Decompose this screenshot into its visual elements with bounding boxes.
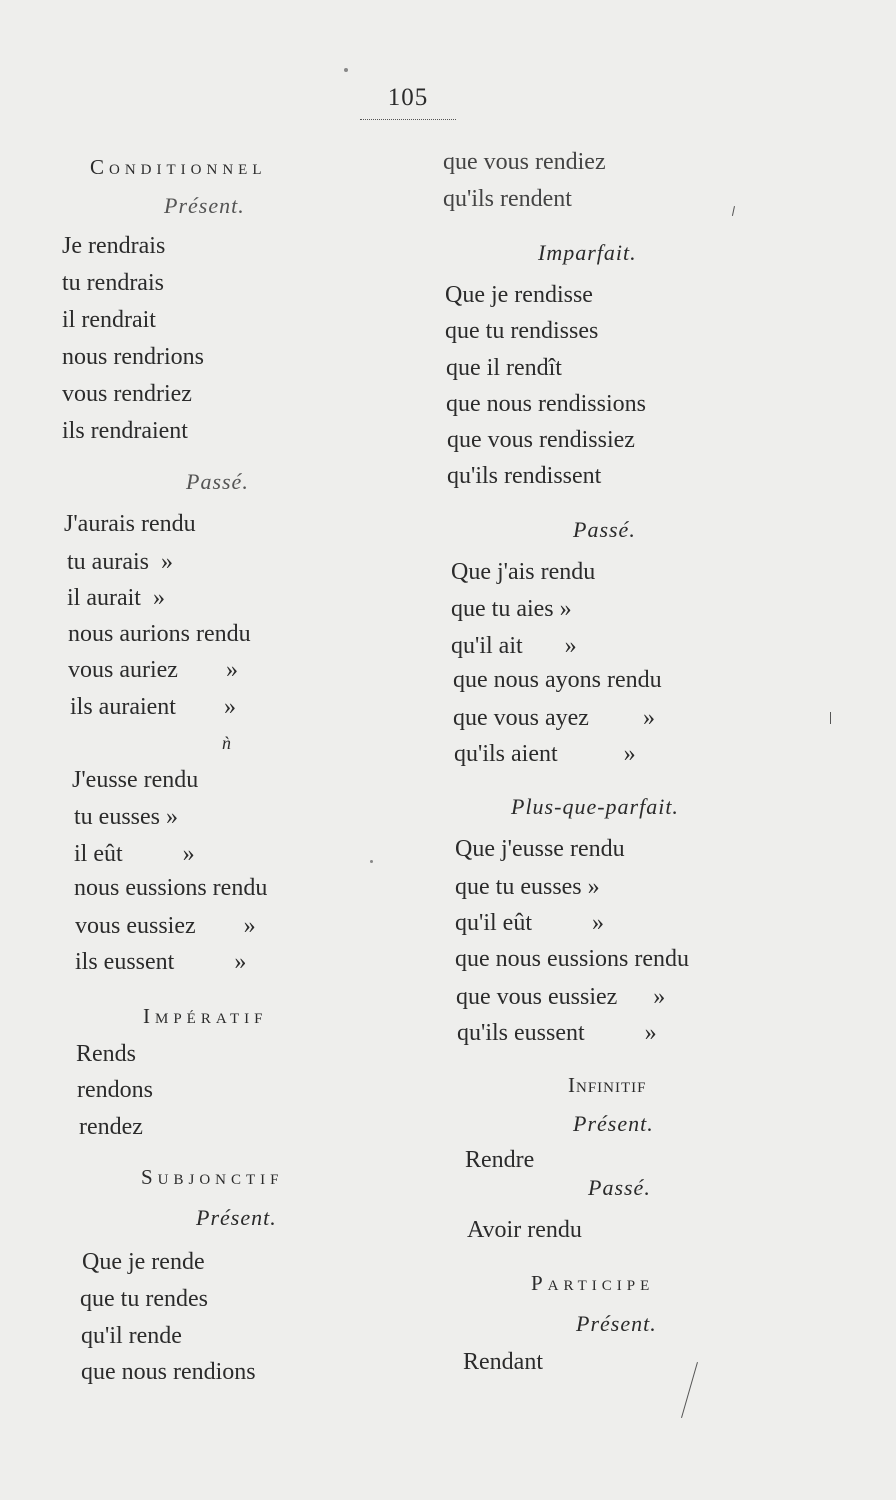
page-speck	[344, 68, 348, 72]
conjugation-line: il rendrait	[62, 307, 156, 333]
conjugation-line: J'aurais rendu	[64, 511, 196, 537]
conjugation-line: que il rendît	[446, 355, 562, 381]
conjugation-line: que tu eusses »	[455, 874, 600, 900]
conjugation-line: qu'ils rendent	[443, 186, 572, 212]
participe-present-label: Présent.	[576, 1311, 657, 1336]
conjugation-line: qu'ils aient »	[454, 741, 636, 767]
conjugation-line: nous eussions rendu	[74, 875, 268, 901]
subjonctif-passe-label: Passé.	[573, 517, 636, 542]
conjugation-line: rendons	[77, 1077, 153, 1103]
participe-heading: Participe	[531, 1271, 655, 1295]
conditionnel-present-label: Présent.	[164, 193, 245, 218]
conjugation-line: que nous ayons rendu	[453, 667, 662, 693]
conditionnel-passe-label: Passé.	[186, 469, 249, 494]
conjugation-line: tu rendrais	[62, 270, 164, 296]
infinitif-passe-value: Avoir rendu	[467, 1217, 582, 1243]
conjugation-line: que vous ayez »	[453, 705, 655, 731]
conjugation-line: qu'il ait »	[451, 633, 577, 659]
conjugation-line: que vous rendissiez	[447, 427, 635, 453]
conjugation-line: que nous rendions	[81, 1359, 256, 1385]
conjugation-line: Que je rendisse	[445, 282, 593, 308]
page-speck	[370, 860, 373, 863]
conjugation-line: qu'ils eussent »	[457, 1020, 657, 1046]
conjugation-line: ils eussent »	[75, 949, 247, 975]
subjonctif-heading: Subjonctif	[141, 1165, 284, 1189]
pencil-stroke	[732, 206, 735, 216]
conjugation-line: vous eussiez »	[75, 913, 256, 939]
plus-que-parfait-label: Plus-que-parfait.	[511, 794, 679, 819]
conjugation-line: tu aurais »	[67, 549, 173, 575]
conjugation-line: rendez	[79, 1114, 143, 1140]
pencil-stroke	[681, 1362, 698, 1418]
conjugation-line: Je rendrais	[62, 233, 166, 259]
handwritten-mark: ǹ	[222, 733, 231, 753]
conjugation-line: Rends	[76, 1041, 136, 1067]
conjugation-line: qu'il eût »	[455, 910, 604, 936]
conjugation-line: que tu rendes	[80, 1286, 208, 1312]
infinitif-passe-label: Passé.	[588, 1175, 651, 1200]
conjugation-line: qu'il rende	[81, 1323, 182, 1349]
conjugation-line: que vous rendiez	[443, 149, 606, 175]
page-number-rule	[360, 119, 456, 120]
infinitif-present-label: Présent.	[573, 1111, 654, 1136]
imperatif-heading: Impératif	[143, 1004, 268, 1028]
page-number: 105	[387, 84, 429, 111]
imparfait-label: Imparfait.	[538, 240, 637, 265]
conjugation-line: Que je rende	[82, 1249, 205, 1275]
conjugation-line: il eût »	[74, 841, 195, 867]
conjugation-line: vous auriez »	[68, 657, 238, 683]
conjugation-line: que tu aies »	[451, 596, 572, 622]
participe-present-value: Rendant	[463, 1349, 543, 1375]
conjugation-line: ils rendraient	[62, 418, 188, 444]
conjugation-line: ils auraient »	[70, 694, 236, 720]
conjugation-line: que vous eussiez »	[456, 984, 666, 1010]
conjugation-line: vous rendriez	[62, 381, 192, 407]
conjugation-line: qu'ils rendissent	[447, 463, 602, 489]
conditionnel-heading: Conditionnel	[90, 155, 267, 179]
infinitif-heading: Infinitif	[568, 1073, 647, 1097]
conjugation-line: tu eusses »	[74, 804, 178, 830]
conjugation-line: Que j'ais rendu	[451, 559, 596, 585]
conjugation-line: que tu rendisses	[445, 318, 599, 344]
conjugation-line: que nous rendissions	[446, 391, 646, 417]
subjonctif-present-label: Présent.	[196, 1205, 277, 1230]
infinitif-present-value: Rendre	[465, 1147, 535, 1173]
conjugation-line: J'eusse rendu	[72, 767, 199, 793]
conjugation-line: nous aurions rendu	[68, 621, 251, 647]
conjugation-line: nous rendrions	[62, 344, 204, 370]
conjugation-line: il aurait »	[67, 585, 165, 611]
pencil-stroke	[830, 712, 831, 724]
conjugation-line: que nous eussions rendu	[455, 946, 689, 972]
conjugation-line: Que j'eusse rendu	[455, 836, 625, 862]
